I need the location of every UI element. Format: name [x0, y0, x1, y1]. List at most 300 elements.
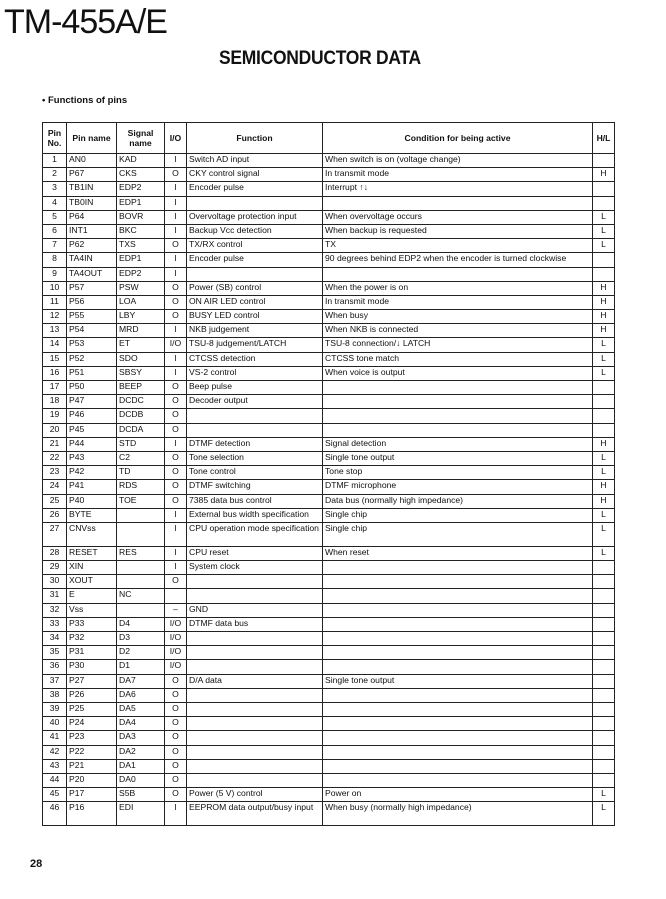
pin-name-cell: P41: [67, 480, 117, 494]
table-row: [43, 196, 615, 210]
hl-cell: L: [593, 352, 615, 366]
condition-cell: In transmit mode: [323, 295, 593, 309]
hl-cell: [593, 395, 615, 409]
table-row: [43, 154, 615, 168]
function-cell: [187, 632, 323, 646]
io-cell: O: [165, 731, 187, 745]
table-row: [43, 395, 615, 409]
hl-cell: L: [593, 239, 615, 253]
pin-name-cell: TB0IN: [67, 196, 117, 210]
function-cell: VS-2 control: [187, 366, 323, 380]
signal-name-cell: D4: [117, 617, 165, 631]
pin-no-cell: 33: [43, 617, 67, 631]
condition-cell: [323, 603, 593, 617]
function-cell: Decoder output: [187, 395, 323, 409]
pin-no-cell: 38: [43, 688, 67, 702]
pin-name-cell: P55: [67, 310, 117, 324]
pin-no-cell: 2: [43, 168, 67, 182]
io-cell: O: [165, 759, 187, 773]
pin-no-cell: 46: [43, 802, 67, 826]
io-cell: O: [165, 423, 187, 437]
function-cell: EEPROM data output/busy input: [187, 802, 323, 826]
hl-cell: L: [593, 338, 615, 352]
signal-name-cell: BEEP: [117, 381, 165, 395]
io-cell: I: [165, 802, 187, 826]
hl-cell: H: [593, 324, 615, 338]
io-cell: I: [165, 210, 187, 224]
pin-name-cell: P47: [67, 395, 117, 409]
pin-no-cell: 5: [43, 210, 67, 224]
function-cell: [187, 409, 323, 423]
io-cell: O: [165, 480, 187, 494]
signal-name-cell: ET: [117, 338, 165, 352]
pin-no-cell: 32: [43, 603, 67, 617]
io-cell: I: [165, 224, 187, 238]
signal-name-cell: [117, 575, 165, 589]
function-cell: Backup Vcc detection: [187, 224, 323, 238]
condition-cell: [323, 395, 593, 409]
hl-cell: [593, 409, 615, 423]
condition-cell: In transmit mode: [323, 168, 593, 182]
hl-cell: [593, 575, 615, 589]
hl-cell: H: [593, 295, 615, 309]
pin-name-cell: RESET: [67, 546, 117, 560]
hl-cell: [593, 674, 615, 688]
pin-no-cell: 25: [43, 494, 67, 508]
io-cell: I: [165, 267, 187, 281]
pin-name-cell: P43: [67, 451, 117, 465]
signal-name-cell: SBSY: [117, 366, 165, 380]
table-row: [43, 466, 615, 480]
hl-cell: [593, 154, 615, 168]
condition-cell: [323, 267, 593, 281]
hl-cell: H: [593, 494, 615, 508]
pin-no-cell: 36: [43, 660, 67, 674]
hl-cell: [593, 253, 615, 267]
pin-no-cell: 20: [43, 423, 67, 437]
io-cell: O: [165, 674, 187, 688]
signal-name-cell: LBY: [117, 310, 165, 324]
hl-cell: L: [593, 466, 615, 480]
function-cell: [187, 575, 323, 589]
function-cell: DTMF data bus: [187, 617, 323, 631]
pin-name-cell: P40: [67, 494, 117, 508]
table-row: [43, 731, 615, 745]
function-cell: CTCSS detection: [187, 352, 323, 366]
table-row: [43, 759, 615, 773]
table-row: [43, 381, 615, 395]
pin-no-cell: 34: [43, 632, 67, 646]
pin-no-cell: 44: [43, 773, 67, 787]
pin-name-cell: CNVss: [67, 522, 117, 546]
condition-cell: When overvoltage occurs: [323, 210, 593, 224]
col-header-condition: Condition for being active: [323, 123, 593, 154]
function-cell: [187, 196, 323, 210]
col-header-pin-no: Pin No.: [43, 123, 67, 154]
pin-name-cell: P56: [67, 295, 117, 309]
pin-no-cell: 45: [43, 788, 67, 802]
pin-name-cell: P42: [67, 466, 117, 480]
pin-name-cell: P24: [67, 717, 117, 731]
table-row: [43, 210, 615, 224]
condition-cell: When switch is on (voltage change): [323, 154, 593, 168]
signal-name-cell: BKC: [117, 224, 165, 238]
pin-name-cell: E: [67, 589, 117, 603]
model-heading: TM-455A/E: [4, 3, 167, 41]
pin-name-cell: TA4IN: [67, 253, 117, 267]
hl-cell: [593, 731, 615, 745]
condition-cell: [323, 688, 593, 702]
signal-name-cell: [117, 508, 165, 522]
condition-cell: When voice is output: [323, 366, 593, 380]
io-cell: I: [165, 437, 187, 451]
pin-no-cell: 18: [43, 395, 67, 409]
table-row: [43, 717, 615, 731]
signal-name-cell: EDP1: [117, 196, 165, 210]
io-cell: O: [165, 381, 187, 395]
function-cell: NKB judgement: [187, 324, 323, 338]
hl-cell: [593, 773, 615, 787]
hl-cell: [593, 603, 615, 617]
hl-cell: H: [593, 310, 615, 324]
io-cell: O: [165, 295, 187, 309]
signal-name-cell: LOA: [117, 295, 165, 309]
table-body: [43, 154, 615, 826]
condition-cell: [323, 381, 593, 395]
condition-cell: TX: [323, 239, 593, 253]
function-cell: Encoder pulse: [187, 182, 323, 196]
condition-cell: [323, 589, 593, 603]
condition-cell: When backup is requested: [323, 224, 593, 238]
signal-name-cell: RES: [117, 546, 165, 560]
pin-name-cell: P46: [67, 409, 117, 423]
hl-cell: H: [593, 281, 615, 295]
table-row: [43, 745, 615, 759]
pin-name-cell: P53: [67, 338, 117, 352]
hl-cell: L: [593, 788, 615, 802]
function-cell: CPU reset: [187, 546, 323, 560]
pin-name-cell: P23: [67, 731, 117, 745]
function-cell: DTMF detection: [187, 437, 323, 451]
pin-name-cell: BYTE: [67, 508, 117, 522]
io-cell: O: [165, 281, 187, 295]
function-cell: [187, 688, 323, 702]
io-cell: O: [165, 409, 187, 423]
pin-name-cell: P25: [67, 702, 117, 716]
table-row: [43, 546, 615, 560]
table-row: [43, 168, 615, 182]
function-cell: Tone control: [187, 466, 323, 480]
signal-name-cell: DA6: [117, 688, 165, 702]
table-row: [43, 788, 615, 802]
condition-cell: 90 degrees behind EDP2 when the encoder is turned clockwise: [323, 253, 593, 267]
pin-name-cell: P21: [67, 759, 117, 773]
function-cell: [187, 717, 323, 731]
table-row: [43, 338, 615, 352]
pin-no-cell: 15: [43, 352, 67, 366]
io-cell: O: [165, 494, 187, 508]
hl-cell: [593, 267, 615, 281]
pin-name-cell: XIN: [67, 561, 117, 575]
table-row: [43, 494, 615, 508]
pin-name-cell: P31: [67, 646, 117, 660]
io-cell: I: [165, 324, 187, 338]
condition-cell: DTMF microphone: [323, 480, 593, 494]
hl-cell: [593, 182, 615, 196]
io-cell: O: [165, 168, 187, 182]
pin-functions-table: [42, 122, 615, 826]
pin-no-cell: 41: [43, 731, 67, 745]
pin-name-cell: AN0: [67, 154, 117, 168]
pin-no-cell: 39: [43, 702, 67, 716]
signal-name-cell: DA4: [117, 717, 165, 731]
pin-no-cell: 28: [43, 546, 67, 560]
pin-no-cell: 8: [43, 253, 67, 267]
signal-name-cell: EDP2: [117, 267, 165, 281]
io-cell: O: [165, 239, 187, 253]
function-cell: [187, 702, 323, 716]
pin-no-cell: 3: [43, 182, 67, 196]
signal-name-cell: DA7: [117, 674, 165, 688]
hl-cell: [593, 196, 615, 210]
function-cell: 7385 data bus control: [187, 494, 323, 508]
pin-name-cell: P27: [67, 674, 117, 688]
function-cell: [187, 731, 323, 745]
function-cell: ON AIR LED control: [187, 295, 323, 309]
table-row: [43, 575, 615, 589]
signal-name-cell: C2: [117, 451, 165, 465]
pin-name-cell: P17: [67, 788, 117, 802]
pin-no-cell: 9: [43, 267, 67, 281]
io-cell: O: [165, 395, 187, 409]
function-cell: TX/RX control: [187, 239, 323, 253]
condition-cell: [323, 617, 593, 631]
table-row: [43, 660, 615, 674]
table-row: [43, 451, 615, 465]
signal-name-cell: KAD: [117, 154, 165, 168]
table-row: [43, 295, 615, 309]
hl-cell: [593, 423, 615, 437]
signal-name-cell: DCDA: [117, 423, 165, 437]
pin-name-cell: P67: [67, 168, 117, 182]
io-cell: I: [165, 366, 187, 380]
pin-no-cell: 21: [43, 437, 67, 451]
function-cell: [187, 773, 323, 787]
condition-cell: Single tone output: [323, 451, 593, 465]
page-number: 28: [30, 858, 43, 870]
signal-name-cell: D3: [117, 632, 165, 646]
hl-cell: L: [593, 546, 615, 560]
io-cell: I: [165, 546, 187, 560]
table-row: [43, 617, 615, 631]
signal-name-cell: TOE: [117, 494, 165, 508]
function-cell: CKY control signal: [187, 168, 323, 182]
pin-no-cell: 16: [43, 366, 67, 380]
condition-cell: [323, 731, 593, 745]
condition-cell: [323, 409, 593, 423]
io-cell: O: [165, 717, 187, 731]
function-cell: GND: [187, 603, 323, 617]
pin-no-cell: 12: [43, 310, 67, 324]
table-row: [43, 437, 615, 451]
io-cell: I: [165, 253, 187, 267]
table-row: [43, 366, 615, 380]
condition-cell: When reset: [323, 546, 593, 560]
pin-no-cell: 14: [43, 338, 67, 352]
pin-no-cell: 22: [43, 451, 67, 465]
signal-name-cell: EDI: [117, 802, 165, 826]
signal-name-cell: S5B: [117, 788, 165, 802]
condition-cell: [323, 745, 593, 759]
signal-name-cell: EDP2: [117, 182, 165, 196]
io-cell: O: [165, 466, 187, 480]
condition-cell: Power on: [323, 788, 593, 802]
function-cell: [187, 646, 323, 660]
hl-cell: [593, 561, 615, 575]
condition-cell: When busy: [323, 310, 593, 324]
pin-no-cell: 7: [43, 239, 67, 253]
pin-no-cell: 24: [43, 480, 67, 494]
io-cell: I: [165, 522, 187, 546]
condition-cell: When NKB is connected: [323, 324, 593, 338]
pin-name-cell: P51: [67, 366, 117, 380]
pin-no-cell: 42: [43, 745, 67, 759]
function-cell: Power (SB) control: [187, 281, 323, 295]
table-row: [43, 480, 615, 494]
function-cell: [187, 589, 323, 603]
pin-name-cell: P30: [67, 660, 117, 674]
table-row: [43, 802, 615, 826]
col-header-pin-name: Pin name: [67, 123, 117, 154]
col-header-signal-name: Signal name: [117, 123, 165, 154]
table-row: [43, 674, 615, 688]
table-row: [43, 352, 615, 366]
function-cell: DTMF switching: [187, 480, 323, 494]
signal-name-cell: D2: [117, 646, 165, 660]
signal-name-cell: NC: [117, 589, 165, 603]
hl-cell: [593, 617, 615, 631]
function-cell: Beep pulse: [187, 381, 323, 395]
signal-name-cell: STD: [117, 437, 165, 451]
io-cell: [165, 589, 187, 603]
function-cell: [187, 759, 323, 773]
pin-no-cell: 6: [43, 224, 67, 238]
condition-cell: CTCSS tone match: [323, 352, 593, 366]
hl-cell: H: [593, 437, 615, 451]
io-cell: O: [165, 788, 187, 802]
pin-name-cell: P20: [67, 773, 117, 787]
condition-cell: TSU-8 connection/↓ LATCH: [323, 338, 593, 352]
io-cell: O: [165, 310, 187, 324]
function-cell: BUSY LED control: [187, 310, 323, 324]
col-header-function: Function: [187, 123, 323, 154]
table-row: [43, 253, 615, 267]
table-row: [43, 646, 615, 660]
io-cell: I: [165, 352, 187, 366]
pin-no-cell: 43: [43, 759, 67, 773]
pin-no-cell: 19: [43, 409, 67, 423]
table-header-row: [43, 123, 615, 154]
signal-name-cell: DA2: [117, 745, 165, 759]
hl-cell: [593, 660, 615, 674]
io-cell: O: [165, 451, 187, 465]
condition-cell: [323, 196, 593, 210]
io-cell: I/O: [165, 617, 187, 631]
signal-name-cell: TD: [117, 466, 165, 480]
section-subtitle: • Functions of pins: [42, 95, 128, 106]
pin-no-cell: 17: [43, 381, 67, 395]
table-row: [43, 182, 615, 196]
table-row: [43, 324, 615, 338]
signal-name-cell: SDO: [117, 352, 165, 366]
pin-no-cell: 37: [43, 674, 67, 688]
pin-no-cell: 27: [43, 522, 67, 546]
condition-cell: [323, 423, 593, 437]
function-cell: D/A data: [187, 674, 323, 688]
hl-cell: [593, 759, 615, 773]
pin-name-cell: Vss: [67, 603, 117, 617]
pin-name-cell: TB1IN: [67, 182, 117, 196]
io-cell: I: [165, 508, 187, 522]
hl-cell: L: [593, 508, 615, 522]
pin-name-cell: P44: [67, 437, 117, 451]
table-row: [43, 239, 615, 253]
table-row: [43, 508, 615, 522]
hl-cell: L: [593, 210, 615, 224]
table-row: [43, 310, 615, 324]
hl-cell: [593, 381, 615, 395]
signal-name-cell: DCDB: [117, 409, 165, 423]
signal-name-cell: RDS: [117, 480, 165, 494]
signal-name-cell: [117, 522, 165, 546]
hl-cell: L: [593, 451, 615, 465]
hl-cell: H: [593, 168, 615, 182]
hl-cell: [593, 717, 615, 731]
table-row: [43, 632, 615, 646]
pin-no-cell: 13: [43, 324, 67, 338]
table-row: [43, 224, 615, 238]
io-cell: O: [165, 575, 187, 589]
pin-no-cell: 40: [43, 717, 67, 731]
io-cell: I: [165, 561, 187, 575]
pin-name-cell: P32: [67, 632, 117, 646]
condition-cell: [323, 660, 593, 674]
condition-cell: [323, 759, 593, 773]
signal-name-cell: DA0: [117, 773, 165, 787]
function-cell: [187, 660, 323, 674]
function-cell: TSU-8 judgement/LATCH: [187, 338, 323, 352]
pin-no-cell: 23: [43, 466, 67, 480]
io-cell: I: [165, 182, 187, 196]
function-cell: Overvoltage protection input: [187, 210, 323, 224]
pin-name-cell: P64: [67, 210, 117, 224]
function-cell: Power (5 V) control: [187, 788, 323, 802]
pin-name-cell: P45: [67, 423, 117, 437]
io-cell: I/O: [165, 338, 187, 352]
condition-cell: Single chip: [323, 522, 593, 546]
io-cell: I: [165, 154, 187, 168]
function-cell: System clock: [187, 561, 323, 575]
io-cell: I/O: [165, 632, 187, 646]
signal-name-cell: MRD: [117, 324, 165, 338]
hl-cell: [593, 688, 615, 702]
signal-name-cell: [117, 561, 165, 575]
io-cell: –: [165, 603, 187, 617]
col-header-hl: H/L: [593, 123, 615, 154]
table-row: [43, 423, 615, 437]
pin-no-cell: 26: [43, 508, 67, 522]
table-row: [43, 522, 615, 546]
